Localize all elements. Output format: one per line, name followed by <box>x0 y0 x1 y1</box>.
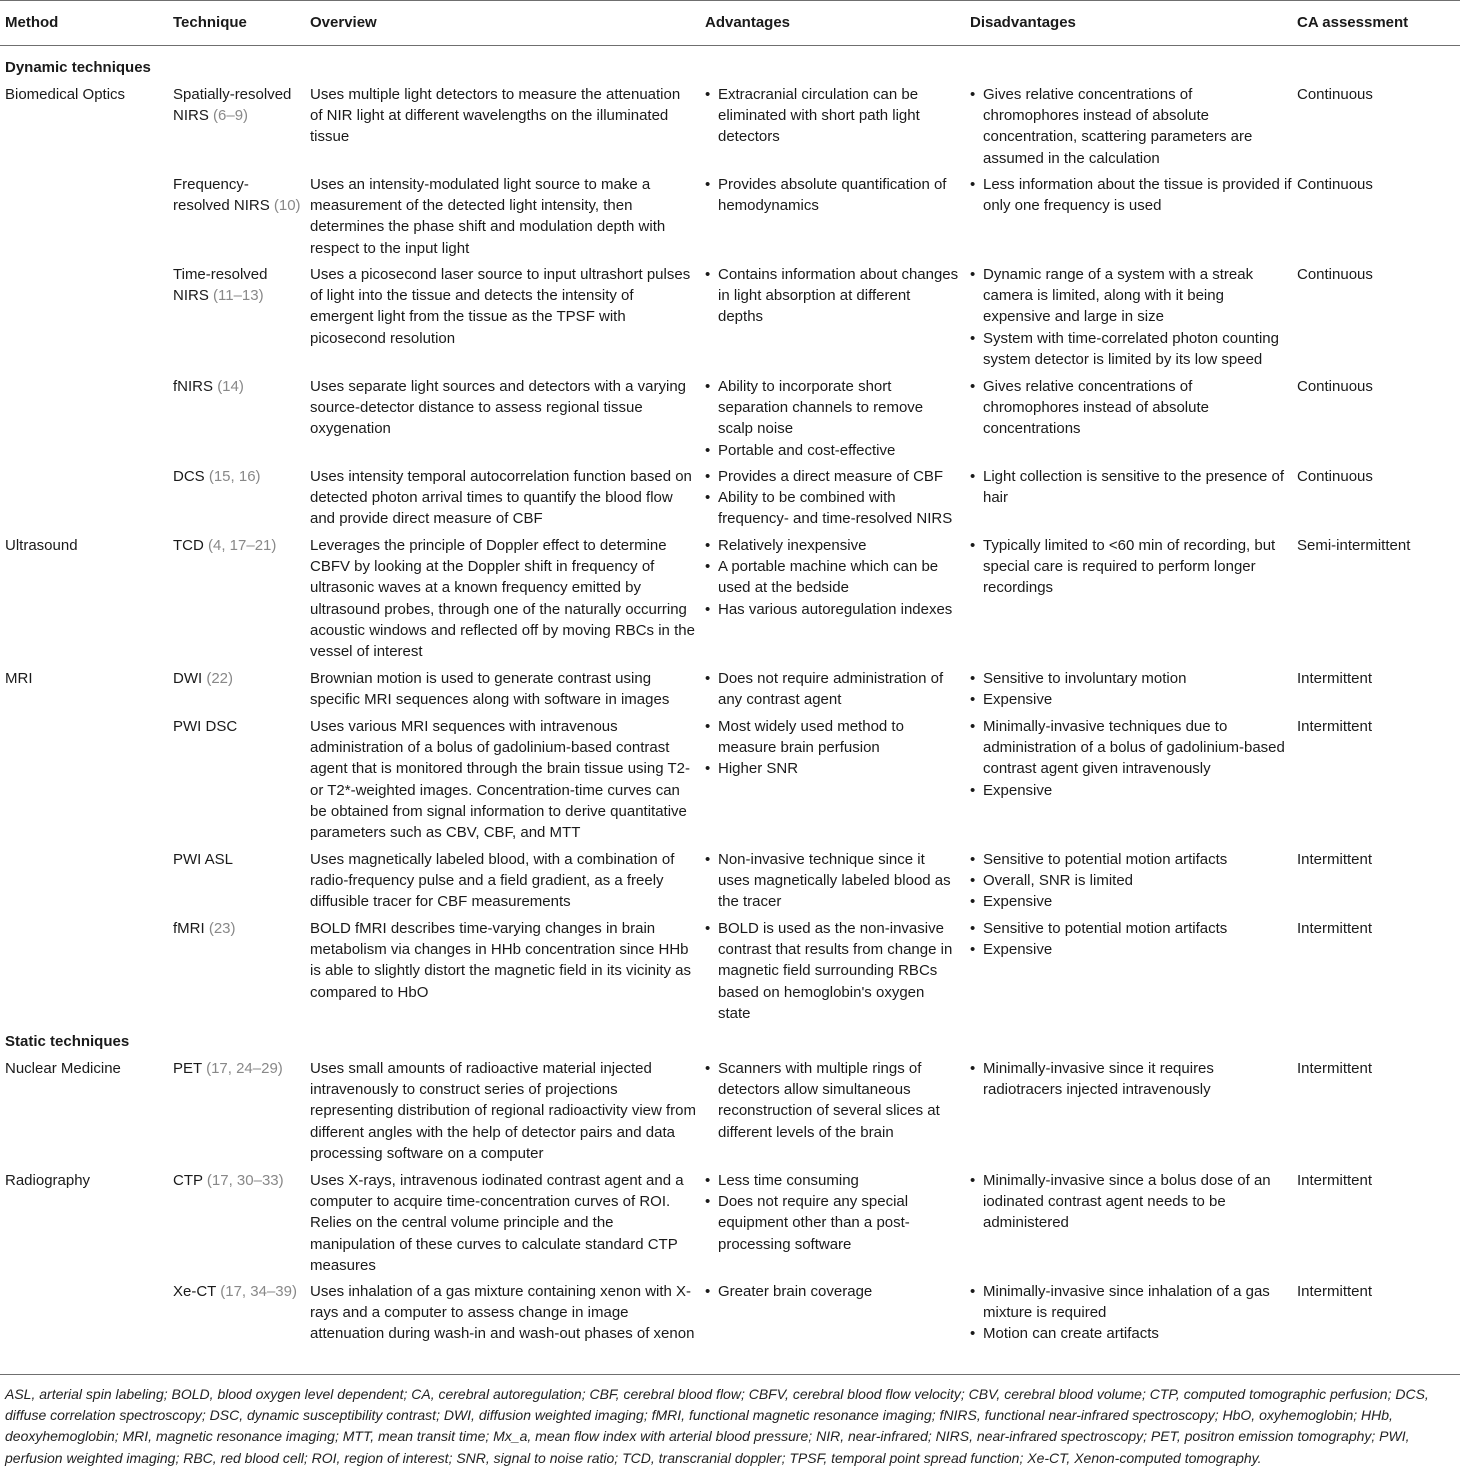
ca-assessment-cell: Continuous <box>1297 468 1373 485</box>
ca-assessment-cell: Intermittent <box>1297 1172 1373 1189</box>
advantages-cell <box>705 376 959 461</box>
list-item: • Ability to incorporate short separation channels to remove scalp noise <box>705 376 959 440</box>
disadvantages-list <box>970 849 1292 913</box>
list-item: • Minimally-invasive since a bolus dose of an iodinated contrast agent needs to be administered <box>970 1170 1292 1234</box>
bottom-rule <box>0 1374 1460 1375</box>
technique-cell <box>173 849 303 870</box>
ca-assessment-cell: Continuous <box>1297 378 1373 395</box>
reference-citation: (15, 16) <box>208 468 261 485</box>
technique-cell <box>173 918 303 939</box>
advantages-cell <box>705 1170 959 1255</box>
list-item: • Typically limited to <60 min of recording, but special care is required to perform longer recordings <box>970 535 1292 599</box>
advantages-list <box>705 849 959 913</box>
disadvantages-cell <box>970 466 1292 508</box>
disadvantages-list <box>970 466 1292 508</box>
overview-cell: Uses multiple light detectors to measure the attenuation of NIR light at different wavelengths on the illuminated tissue <box>310 86 681 146</box>
technique-name: fMRI <box>173 920 205 937</box>
disadvantages-cell <box>970 174 1292 216</box>
list-item: • A portable machine which can be used at the bedside <box>705 556 959 598</box>
technique-name: DCS <box>173 468 205 485</box>
list-item: • Light collection is sensitive to the presence of hair <box>970 466 1292 508</box>
overview-cell: Brownian motion is used to generate contrast using specific MRI sequences along with software in images <box>310 670 670 709</box>
technique-cell <box>173 174 303 216</box>
list-item: • Higher SNR <box>705 758 959 779</box>
advantages-cell <box>705 264 959 328</box>
advantages-list <box>705 716 959 780</box>
list-item: • Expensive <box>970 939 1292 960</box>
advantages-list <box>705 918 959 1024</box>
list-item: • Provides a direct measure of CBF <box>705 466 959 487</box>
advantages-list <box>705 264 959 328</box>
ca-assessment-cell: Intermittent <box>1297 1283 1373 1300</box>
list-item: • Does not require administration of any contrast agent <box>705 668 959 710</box>
list-item: • Sensitive to potential motion artifacts <box>970 918 1292 939</box>
header-disadvantages: Disadvantages <box>970 14 1076 31</box>
disadvantages-list <box>970 716 1292 801</box>
ca-assessment-cell: Continuous <box>1297 86 1373 103</box>
list-item: • Expensive <box>970 689 1292 710</box>
reference-citation: (10) <box>273 197 301 215</box>
technique-cell <box>173 535 303 556</box>
disadvantages-list <box>970 174 1292 216</box>
disadvantages-list <box>970 264 1292 370</box>
advantages-list <box>705 84 959 148</box>
list-item: • Relatively inexpensive <box>705 535 959 556</box>
disadvantages-list <box>970 376 1292 440</box>
technique-name: PWI DSC <box>173 718 238 735</box>
technique-name: PET <box>173 1060 202 1077</box>
advantages-cell <box>705 174 959 216</box>
list-item: • Less information about the tissue is provided if only one frequency is used <box>970 174 1292 216</box>
reference-citation: (6–9) <box>213 107 249 125</box>
reference-citation: (17, 24–29) <box>206 1060 283 1077</box>
disadvantages-cell <box>970 376 1292 440</box>
technique-cell <box>173 716 303 737</box>
advantages-cell <box>705 1281 959 1302</box>
list-item: • Portable and cost-effective <box>705 440 959 461</box>
reference-citation: (11–13) <box>213 287 264 305</box>
technique-name: DWI <box>173 670 203 687</box>
disadvantages-list <box>970 1058 1292 1100</box>
advantages-list <box>705 668 959 710</box>
overview-cell: Uses X-rays, intravenous iodinated contrast agent and a computer to acquire time-concentration curves of ROI. Relies on the central volume principle and the manipulation of these curves to calculate standard CTP measures <box>310 1172 684 1274</box>
list-item: • Sensitive to potential motion artifacts <box>970 849 1292 870</box>
ca-assessment-cell: Intermittent <box>1297 670 1373 687</box>
overview-cell: Uses magnetically labeled blood, with a combination of radio-frequency pulse and a field gradient, as a freely diffusible tracer for CBF measurements <box>310 851 675 911</box>
disadvantages-list <box>970 918 1292 960</box>
overview-cell: Uses a picosecond laser source to input ultrashort pulses of light into the tissue and detects the intensity of emergent light from the tissue as the TPSF with picosecond resolution <box>310 266 691 347</box>
advantages-cell <box>705 466 959 530</box>
overview-cell: Uses an intensity-modulated light source to make a measurement of the detected light intensity, then determines the phase shift and modulation depth with respect to the input light <box>310 176 666 257</box>
technique-cell <box>173 1058 303 1079</box>
list-item: • BOLD is used as the non-invasive contrast that results from change in magnetic field surrounding RBCs based on hemoglobin's oxygen state <box>705 918 959 1024</box>
list-item: • System with time-correlated photon counting system detector is limited by its low speed <box>970 328 1292 370</box>
list-item: • Extracranial circulation can be eliminated with short path light detectors <box>705 84 959 148</box>
technique-name: Spatially-resolved NIRS <box>173 86 292 125</box>
reference-citation: (4, 17–21) <box>208 537 277 554</box>
technique-cell <box>173 376 303 397</box>
advantages-cell <box>705 535 959 620</box>
list-item: • Does not require any special equipment other than a post-processing software <box>705 1191 959 1255</box>
overview-cell: Uses inhalation of a gas mixture containing xenon with X-rays and a computer to assess change in image attenuation during wash-in and wash-out phases of xenon <box>310 1283 695 1343</box>
disadvantages-cell <box>970 918 1292 960</box>
reference-citation: (17, 34–39) <box>220 1283 297 1300</box>
reference-citation: (17, 30–33) <box>206 1172 284 1189</box>
disadvantages-list <box>970 535 1292 599</box>
list-item: • Expensive <box>970 780 1292 801</box>
technique-name: PWI ASL <box>173 851 234 868</box>
advantages-cell <box>705 918 959 1024</box>
list-item: • Less time consuming <box>705 1170 959 1191</box>
list-item: • Minimally-invasive since inhalation of a gas mixture is required <box>970 1281 1292 1323</box>
advantages-cell <box>705 84 959 148</box>
overview-cell: Uses small amounts of radioactive material injected intravenously to construct series of projections representing distribution of regional radioactivity view from different angles with the help of detector pairs and data processing software on a computer <box>310 1060 697 1162</box>
list-item: • Greater brain coverage <box>705 1281 959 1302</box>
disadvantages-cell <box>970 668 1292 710</box>
header-ca-assessment: CA assessment <box>1297 14 1409 31</box>
overview-cell: BOLD fMRI describes time-varying changes in brain metabolism via changes in HHb concentration since HHb is able to slightly distort the magnetic field in its vicinity as compared to HbO <box>310 920 691 1001</box>
list-item: • Ability to be combined with frequency- and time-resolved NIRS <box>705 487 959 529</box>
advantages-cell <box>705 668 959 710</box>
overview-cell: Leverages the principle of Doppler effect to determine CBFV by looking at the Doppler shift in frequency of ultrasonic waves at a known frequency emitted by ultrasound probes, through one of the naturally occurring acoustic windows and reflected off by moving RBCs in the vessel of interest <box>310 537 695 661</box>
technique-cell <box>173 466 303 487</box>
list-item: • Non-invasive technique since it uses magnetically labeled blood as the tracer <box>705 849 959 913</box>
top-rule <box>0 0 1460 1</box>
disadvantages-cell <box>970 535 1292 599</box>
disadvantages-list <box>970 1281 1292 1345</box>
technique-name: fNIRS <box>173 378 214 395</box>
disadvantages-cell <box>970 264 1292 370</box>
list-item: • Scanners with multiple rings of detectors allow simultaneous reconstruction of several slices at different levels of the brain <box>705 1058 959 1143</box>
technique-name: Frequency-resolved NIRS <box>173 176 270 215</box>
disadvantages-cell <box>970 716 1292 801</box>
disadvantages-list <box>970 84 1292 169</box>
overview-cell: Uses separate light sources and detectors with a varying source-detector distance to assess regional tissue oxygenation <box>310 378 687 438</box>
ca-assessment-cell: Semi-intermittent <box>1297 537 1411 554</box>
technique-cell <box>173 1170 303 1191</box>
section-title: Dynamic techniques <box>5 59 151 76</box>
ca-assessment-cell: Intermittent <box>1297 920 1373 937</box>
advantages-cell <box>705 716 959 780</box>
footnote: ASL, arterial spin labeling; BOLD, blood oxygen level dependent; CA, cerebral autoregulation; CBF, cerebral blood flow; CBFV, cerebral blood flow velocity; CBV, cerebral blood volume; CTP, computed tomographic perfusion; DCS, diffuse correlation spectroscopy; DSC, dynamic susceptibility contrast; DWI, diffusion weighted imaging; fMRI, functional magnetic resonance imaging; fNIRS, functional near-infrared spectroscopy; HbO, oxyhemoglobin; HHb, deoxyhemoglobin; MRI, magnetic resonance imaging; MTT, mean transit time; Mx_a, mean flow index with arterial blood pressure; NIR, near-infrared; NIRS, near-infrared spectroscopy; PET, positron emission tomography; PWI, perfusion weighted imaging; RBC, red blood cell; ROI, region of interest; SNR, signal to noise ratio; TCD, transcranial doppler; TPSF, temporal point spread function; Xe-CT, Xenon-computed tomography. <box>5 1386 1429 1466</box>
ca-assessment-cell: Continuous <box>1297 266 1373 283</box>
disadvantages-cell <box>970 849 1292 913</box>
list-item: • Most widely used method to measure brain perfusion <box>705 716 959 758</box>
method-cell: MRI <box>5 670 33 687</box>
list-item: • Gives relative concentrations of chromophores instead of absolute concentration, scattering parameters are assumed in the calculation <box>970 84 1292 169</box>
ca-assessment-cell: Intermittent <box>1297 718 1373 735</box>
list-item: • Contains information about changes in light absorption at different depths <box>705 264 959 328</box>
overview-cell: Uses various MRI sequences with intravenous administration of a bolus of gadolinium-based contrast agent that is monitored through the brain tissue using T2- or T2*-weighted images. Concentration-time curves can be obtained from signal information to derive quantitative parameters such as CBV, CBF, and MTT <box>310 718 690 842</box>
list-item: • Expensive <box>970 891 1292 912</box>
technique-name: Xe-CT <box>173 1283 217 1300</box>
method-cell: Radiography <box>5 1172 91 1189</box>
advantages-list <box>705 466 959 530</box>
advantages-cell <box>705 1058 959 1143</box>
header-advantages: Advantages <box>705 14 791 31</box>
technique-name: TCD <box>173 537 204 554</box>
technique-cell <box>173 1281 303 1302</box>
overview-cell: Uses intensity temporal autocorrelation function based on detected photon arrival times to quantify the blood flow and provide direct measure of CBF <box>310 468 692 528</box>
advantages-list <box>705 1170 959 1255</box>
disadvantages-cell <box>970 1281 1292 1345</box>
method-cell: Ultrasound <box>5 537 78 554</box>
technique-cell <box>173 264 303 306</box>
disadvantages-cell <box>970 1058 1292 1100</box>
advantages-cell <box>705 849 959 913</box>
disadvantages-cell <box>970 1170 1292 1234</box>
disadvantages-list <box>970 668 1292 710</box>
ca-assessment-cell: Intermittent <box>1297 851 1373 868</box>
advantages-list <box>705 1281 959 1302</box>
technique-cell <box>173 84 303 126</box>
advantages-list <box>705 376 959 461</box>
list-item: • Overall, SNR is limited <box>970 870 1292 891</box>
reference-citation: (23) <box>208 920 236 937</box>
technique-name: CTP <box>173 1172 203 1189</box>
list-item: • Motion can create artifacts <box>970 1323 1292 1344</box>
header-overview: Overview <box>310 14 377 31</box>
list-item: • Minimally-invasive since it requires radiotracers injected intravenously <box>970 1058 1292 1100</box>
list-item: • Provides absolute quantification of hemodynamics <box>705 174 959 216</box>
reference-citation: (22) <box>206 670 234 687</box>
method-cell: Biomedical Optics <box>5 86 126 103</box>
disadvantages-cell <box>970 84 1292 169</box>
section-title: Static techniques <box>5 1033 130 1050</box>
list-item: • Dynamic range of a system with a streak camera is limited, along with it being expensive and large in size <box>970 264 1292 328</box>
technique-cell <box>173 668 303 689</box>
advantages-list <box>705 174 959 216</box>
method-cell: Nuclear Medicine <box>5 1060 121 1077</box>
list-item: • Sensitive to involuntary motion <box>970 668 1292 689</box>
header-rule <box>0 45 1460 46</box>
disadvantages-list <box>970 1170 1292 1234</box>
technique-name: Time-resolved NIRS <box>173 266 268 305</box>
list-item: • Gives relative concentrations of chromophores instead of absolute concentrations <box>970 376 1292 440</box>
header-method: Method <box>5 14 59 31</box>
ca-assessment-cell: Continuous <box>1297 176 1373 193</box>
list-item: • Has various autoregulation indexes <box>705 599 959 620</box>
ca-assessment-cell: Intermittent <box>1297 1060 1373 1077</box>
header-technique: Technique <box>173 14 247 31</box>
reference-citation: (14) <box>217 378 244 395</box>
advantages-list <box>705 1058 959 1143</box>
list-item: • Minimally-invasive techniques due to administration of a bolus of gadolinium-based contrast agent given intravenously <box>970 716 1292 780</box>
advantages-list <box>705 535 959 620</box>
